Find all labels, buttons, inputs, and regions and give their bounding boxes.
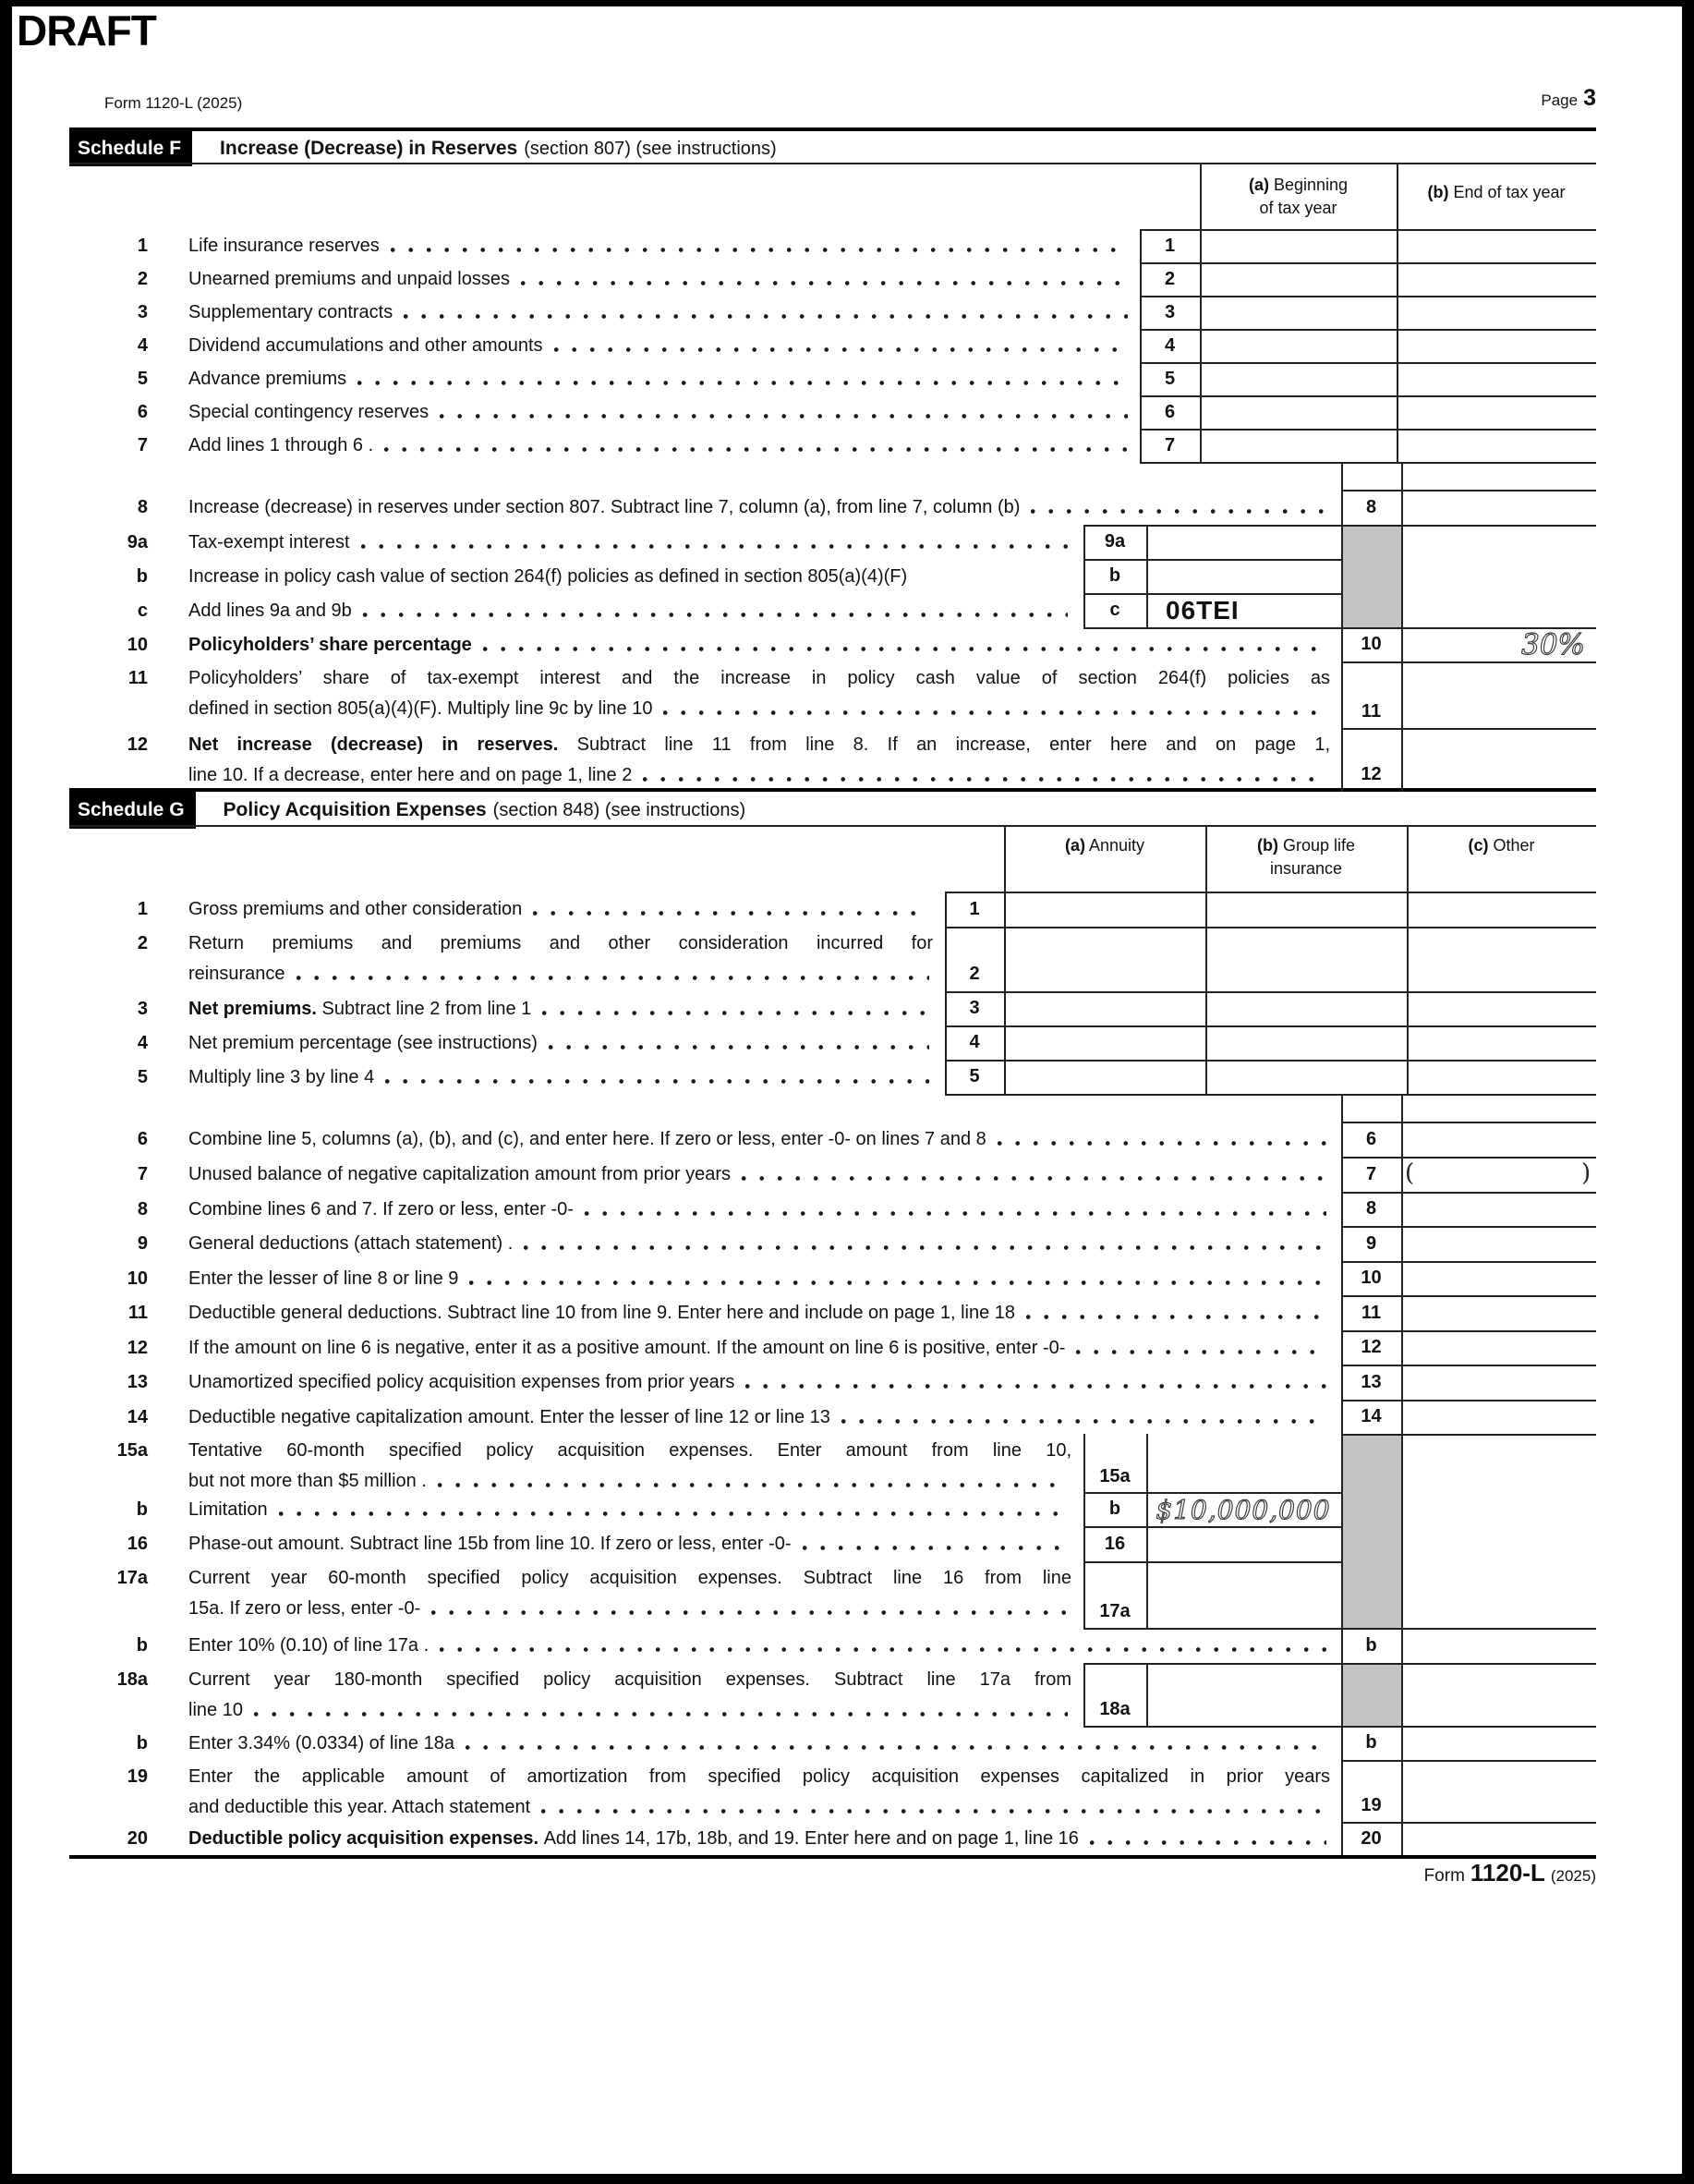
shaded-cell bbox=[1341, 1434, 1401, 1628]
line-f9c-box-number: c bbox=[1109, 600, 1120, 620]
line-g13-box-number: 13 bbox=[1361, 1371, 1382, 1392]
line-g14-box-number: 14 bbox=[1361, 1406, 1382, 1426]
line-g6-box-number: 6 bbox=[1365, 1128, 1377, 1149]
line-f5-entry-a[interactable] bbox=[1200, 362, 1397, 395]
dot-leader bbox=[554, 346, 1128, 353]
line-f2-box-number: 2 bbox=[1164, 268, 1176, 289]
line-g4-entry-b[interactable] bbox=[1205, 1025, 1407, 1060]
line-g3-label: Net premiums. Subtract line 2 from line 1 bbox=[188, 997, 933, 1021]
line-g1-number: 1 bbox=[137, 899, 148, 919]
line-g17a-box-number: 17a bbox=[1099, 1600, 1131, 1621]
line-g20-number: 20 bbox=[127, 1828, 148, 1849]
line-g1-entry-c[interactable] bbox=[1407, 892, 1596, 927]
line-f1-entry-a[interactable] bbox=[1200, 229, 1397, 262]
line-f12-box-number: 12 bbox=[1361, 764, 1382, 784]
col-ga-tag: (a) bbox=[1064, 836, 1085, 855]
line-g13-number: 13 bbox=[127, 1372, 148, 1392]
line-g5-box-number: 5 bbox=[969, 1066, 980, 1086]
line-g3-box-number: 3 bbox=[969, 998, 980, 1018]
line-g17b-number: b bbox=[136, 1635, 148, 1656]
form-number-top: Form 1120-L (2025) bbox=[104, 94, 243, 112]
line-g13-entry[interactable] bbox=[1401, 1365, 1596, 1400]
line-f3-number: 3 bbox=[137, 302, 148, 322]
col-gb-line2: insurance bbox=[1269, 859, 1343, 878]
dot-leader bbox=[440, 413, 1128, 419]
line-f5-entry-b[interactable] bbox=[1397, 362, 1596, 395]
line-f9a-box-number: 9a bbox=[1104, 531, 1126, 552]
line-g9-label: General deductions (attach statement) . bbox=[188, 1232, 1330, 1256]
dot-leader bbox=[466, 1744, 1326, 1751]
line-f6-box-number: 6 bbox=[1164, 401, 1176, 422]
line-g18b-label: Enter 3.34% (0.0334) of line 18a bbox=[188, 1731, 1330, 1755]
line-g9-entry[interactable] bbox=[1401, 1226, 1596, 1261]
line-g5-entry-a[interactable] bbox=[1004, 1060, 1205, 1094]
line-g8-number: 8 bbox=[137, 1199, 148, 1219]
line-g1-entry-b[interactable] bbox=[1205, 892, 1407, 927]
line-g19-number: 19 bbox=[127, 1766, 148, 1787]
line-g12-label: If the amount on line 6 is negative, enter it as a positive amount. If the amount on line 6 is positive, enter -0- bbox=[188, 1336, 1330, 1360]
line-f3-entry-b[interactable] bbox=[1397, 296, 1596, 329]
dot-leader bbox=[524, 1244, 1326, 1251]
col-gb-tag: (b) bbox=[1256, 836, 1278, 855]
line-g8-label: Combine lines 6 and 7. If zero or less, enter -0- bbox=[188, 1197, 1330, 1221]
line-g18b-number: b bbox=[136, 1733, 148, 1753]
line-g1-entry-a[interactable] bbox=[1004, 892, 1205, 927]
page-indicator bbox=[1441, 85, 1596, 112]
line-g15a-label2: but not more than $5 million . bbox=[188, 1469, 1071, 1493]
line-g8-box-number: 8 bbox=[1365, 1198, 1377, 1219]
line-f9b-box-number: b bbox=[1108, 565, 1121, 586]
dot-leader bbox=[438, 1482, 1068, 1488]
line-f11-entry[interactable] bbox=[1401, 661, 1596, 728]
line-g15b-box-number: b bbox=[1108, 1498, 1121, 1519]
line-f2-entry-b[interactable] bbox=[1397, 262, 1596, 296]
line-f7-entry-b[interactable] bbox=[1397, 429, 1596, 462]
line-f9b-entry[interactable] bbox=[1146, 559, 1341, 593]
grid-line bbox=[1341, 1434, 1596, 1436]
dot-leader bbox=[643, 776, 1326, 783]
line-g12-number: 12 bbox=[127, 1338, 148, 1358]
schedule-f-subtitle: (section 807) (see instructions) bbox=[524, 138, 777, 159]
line-g17a-label2: 15a. If zero or less, enter -0- bbox=[188, 1596, 1071, 1620]
line-f5-label: Advance premiums bbox=[188, 367, 1131, 391]
line-f2-label: Unearned premiums and unpaid losses bbox=[188, 267, 1131, 291]
line-f1-label: Life insurance reserves bbox=[188, 234, 1131, 258]
line-g19-label2: and deductible this year. Attach statement bbox=[188, 1795, 1330, 1819]
line-f9c-label: Add lines 9a and 9b bbox=[188, 599, 1071, 623]
line-g7-number: 7 bbox=[137, 1164, 148, 1184]
line-g14-entry[interactable] bbox=[1401, 1400, 1596, 1434]
grid-line bbox=[1140, 462, 1596, 464]
open-paren: ( bbox=[1405, 1159, 1415, 1187]
line-f12-number: 12 bbox=[127, 734, 148, 755]
line-f3-label: Supplementary contracts bbox=[188, 300, 1131, 324]
line-f8-label: Increase (decrease) in reserves under section 807. Subtract line 7, column (a), from line 7, column (b) bbox=[188, 495, 1330, 519]
line-g15a-label: Tentative 60-month specified policy acquisition expenses. Enter amount from line 10, bbox=[188, 1440, 1071, 1461]
schedule-f-header-bar bbox=[69, 127, 1596, 166]
line-f3-box-number: 3 bbox=[1164, 301, 1176, 322]
line-f11-number: 11 bbox=[127, 668, 148, 688]
line-g18a-label2: line 10 bbox=[188, 1698, 1071, 1722]
col-a-tag: (a) bbox=[1248, 176, 1269, 194]
dot-leader bbox=[483, 646, 1326, 652]
line-f12-entry[interactable] bbox=[1401, 728, 1596, 792]
page-number: 3 bbox=[1583, 85, 1596, 111]
line-g15b-label: Limitation bbox=[188, 1498, 1071, 1522]
line-g17a-number: 17a bbox=[116, 1568, 148, 1588]
shaded-cell bbox=[1341, 1663, 1401, 1726]
col-gc-tag: (c) bbox=[1468, 836, 1489, 855]
line-g18b-entry[interactable] bbox=[1401, 1726, 1596, 1760]
line-g7-entry[interactable] bbox=[1401, 1157, 1596, 1192]
line-f10-label: Policyholders’ share percentage bbox=[188, 633, 1330, 657]
line-g2-box-number: 2 bbox=[969, 964, 980, 984]
line-g11-box-number: 11 bbox=[1361, 1302, 1382, 1323]
dot-leader bbox=[363, 612, 1068, 618]
line-g20-entry[interactable] bbox=[1401, 1822, 1596, 1855]
schedule-g-label: Schedule G bbox=[69, 792, 196, 829]
line-g2-entry-a[interactable] bbox=[1004, 927, 1205, 991]
line-g17a-label: Current year 60-month specified policy acquisition expenses. Subtract line 16 from line bbox=[188, 1568, 1071, 1588]
line-f4-label: Dividend accumulations and other amounts bbox=[188, 334, 1131, 358]
dot-leader bbox=[742, 1175, 1326, 1182]
line-g5-entry-c[interactable] bbox=[1407, 1060, 1596, 1094]
line-f7-number: 7 bbox=[137, 435, 148, 455]
line-g17b-label: Enter 10% (0.10) of line 17a . bbox=[188, 1633, 1330, 1657]
line-g9-number: 9 bbox=[137, 1233, 148, 1254]
line-g10-label: Enter the lesser of line 8 or line 9 bbox=[188, 1267, 1330, 1291]
line-g18a-number: 18a bbox=[116, 1669, 148, 1690]
line-g18a-entry[interactable] bbox=[1146, 1663, 1341, 1726]
line-g16-number: 16 bbox=[127, 1534, 148, 1554]
line-f9b-number: b bbox=[136, 566, 148, 587]
line-g19-label: Enter the applicable amount of amortization from specified policy acquisition expenses capitalized in prior years bbox=[188, 1766, 1330, 1787]
line-g6-number: 6 bbox=[137, 1129, 148, 1149]
line-g16-entry[interactable] bbox=[1146, 1526, 1341, 1561]
line-f9a-label: Tax-exempt interest bbox=[188, 530, 1071, 554]
line-g6-entry[interactable] bbox=[1401, 1122, 1596, 1157]
dot-leader bbox=[254, 1711, 1068, 1717]
line-g15a-entry[interactable] bbox=[1146, 1434, 1341, 1492]
line-g5-label: Multiply line 3 by line 4 bbox=[188, 1065, 933, 1089]
footer-form-word: Form bbox=[1423, 1866, 1465, 1886]
dot-leader bbox=[1090, 1839, 1326, 1846]
page-border-left bbox=[0, 0, 12, 2184]
grid-line bbox=[69, 163, 1596, 164]
line-g2-entry-c[interactable] bbox=[1407, 927, 1596, 991]
line-g17b-box-number: b bbox=[1365, 1634, 1377, 1656]
dot-leader bbox=[542, 1010, 929, 1016]
line-g3-entry-a[interactable] bbox=[1004, 991, 1205, 1025]
line-f12-label2: line 10. If a decrease, enter here and on page 1, line 2 bbox=[188, 763, 1330, 787]
line-f4-entry-a[interactable] bbox=[1200, 329, 1397, 362]
line-g2-entry-b[interactable] bbox=[1205, 927, 1407, 991]
footer-year: (2025) bbox=[1550, 1867, 1596, 1885]
col-a-line1: Beginning bbox=[1273, 176, 1349, 194]
line-f4-number: 4 bbox=[137, 335, 148, 356]
line-f10-number: 10 bbox=[127, 635, 148, 655]
line-g12-entry[interactable] bbox=[1401, 1330, 1596, 1365]
line-g18a-label: Current year 180-month specified policy acquisition expenses. Subtract line 17a from bbox=[188, 1669, 1071, 1690]
line-f6-entry-b[interactable] bbox=[1397, 395, 1596, 429]
col-gc-text: Other bbox=[1493, 836, 1535, 855]
footer-form-number: 1120-L bbox=[1470, 1859, 1545, 1887]
dot-leader bbox=[745, 1383, 1326, 1389]
dot-leader bbox=[391, 247, 1128, 253]
dot-leader bbox=[357, 380, 1128, 386]
line-f8-entry[interactable] bbox=[1401, 490, 1596, 525]
line-f9c-number: c bbox=[137, 601, 148, 621]
dot-leader bbox=[1076, 1349, 1326, 1355]
line-f9c-value[interactable]: 06TEI bbox=[1166, 596, 1240, 625]
line-g7-box-number: 7 bbox=[1365, 1163, 1377, 1184]
line-f10-value[interactable]: 30% bbox=[1521, 628, 1585, 661]
dot-leader bbox=[1031, 508, 1326, 515]
line-f11-box-number: 11 bbox=[1361, 700, 1382, 722]
line-g4-entry-c[interactable] bbox=[1407, 1025, 1596, 1060]
line-g5-number: 5 bbox=[137, 1067, 148, 1087]
line-f9a-entry[interactable] bbox=[1146, 525, 1341, 559]
col-b-tag: (b) bbox=[1427, 183, 1449, 201]
dot-leader bbox=[533, 910, 929, 916]
schedule-g-col-c-header bbox=[1407, 834, 1596, 857]
schedule-g-col-b-header bbox=[1205, 834, 1407, 880]
line-g4-number: 4 bbox=[137, 1033, 148, 1053]
dot-leader bbox=[431, 1609, 1068, 1616]
line-f1-box-number: 1 bbox=[1164, 235, 1176, 256]
line-g11-entry[interactable] bbox=[1401, 1295, 1596, 1330]
draft-watermark: DRAFT bbox=[17, 6, 156, 55]
line-f6-label: Special contingency reserves bbox=[188, 400, 1131, 424]
schedule-f-title bbox=[192, 131, 777, 166]
dot-leader bbox=[384, 446, 1128, 453]
dot-leader bbox=[663, 710, 1326, 716]
dot-leader bbox=[1026, 1314, 1326, 1320]
dot-leader bbox=[803, 1545, 1068, 1551]
dot-leader bbox=[361, 543, 1068, 550]
line-f6-entry-a[interactable] bbox=[1200, 395, 1397, 429]
line-g15a-number: 15a bbox=[116, 1440, 148, 1461]
line-g10-number: 10 bbox=[127, 1268, 148, 1289]
col-b-text: End of tax year bbox=[1453, 183, 1566, 201]
line-f1-entry-b[interactable] bbox=[1397, 229, 1596, 262]
schedule-g-title bbox=[196, 792, 746, 829]
dot-leader bbox=[404, 313, 1128, 320]
line-g11-label: Deductible general deductions. Subtract line 10 from line 9. Enter here and include on page 1, line 18 bbox=[188, 1301, 1330, 1325]
line-g3-entry-c[interactable] bbox=[1407, 991, 1596, 1025]
schedule-g-header-bar bbox=[69, 788, 1596, 829]
line-g1-label: Gross premiums and other consideration bbox=[188, 897, 933, 921]
line-f11-label: Policyholders’ share of tax-exempt interest and the increase in policy cash value of section 264(f) policies as bbox=[188, 668, 1330, 688]
line-g3-number: 3 bbox=[137, 999, 148, 1019]
col-ga-text: Annuity bbox=[1088, 836, 1145, 855]
line-f8-box-number: 8 bbox=[1365, 496, 1377, 517]
line-g4-label: Net premium percentage (see instructions) bbox=[188, 1031, 933, 1055]
grid-line bbox=[69, 825, 1596, 827]
schedule-f-title-text: Increase (Decrease) in Reserves bbox=[220, 138, 518, 159]
line-f5-box-number: 5 bbox=[1164, 368, 1176, 389]
dot-leader bbox=[385, 1078, 929, 1085]
dot-leader bbox=[440, 1646, 1326, 1653]
line-g15b-number: b bbox=[136, 1499, 148, 1520]
line-g2-number: 2 bbox=[137, 933, 148, 953]
col-a-line2: of tax year bbox=[1259, 199, 1337, 217]
line-f1-number: 1 bbox=[137, 236, 148, 256]
schedule-f-col-a-header bbox=[1200, 174, 1397, 220]
line-g13-label: Unamortized specified policy acquisition expenses from prior years bbox=[188, 1370, 1330, 1394]
line-f3-entry-a[interactable] bbox=[1200, 296, 1397, 329]
schedule-f-col-b-header bbox=[1397, 181, 1596, 204]
line-g12-box-number: 12 bbox=[1361, 1337, 1382, 1357]
grid-line bbox=[945, 1094, 1596, 1096]
line-g17a-entry[interactable] bbox=[1146, 1561, 1341, 1628]
dot-leader bbox=[998, 1140, 1326, 1147]
line-f10-box-number: 10 bbox=[1361, 634, 1382, 654]
line-g18b-box-number: b bbox=[1365, 1732, 1377, 1753]
schedule-g-col-a-header bbox=[1004, 834, 1205, 857]
dot-leader bbox=[521, 280, 1128, 286]
line-g7-label: Unused balance of negative capitalization amount from prior years bbox=[188, 1162, 1330, 1186]
line-g3-entry-b[interactable] bbox=[1205, 991, 1407, 1025]
line-g9-box-number: 9 bbox=[1365, 1232, 1377, 1254]
line-g6-label: Combine line 5, columns (a), (b), and (c), and enter here. If zero or less, enter -0- on lines 7 and 8 bbox=[188, 1127, 1330, 1151]
dot-leader bbox=[549, 1044, 929, 1050]
line-g2-label: Return premiums and premiums and other consideration incurred for bbox=[188, 933, 933, 953]
line-f5-number: 5 bbox=[137, 369, 148, 389]
shaded-cell bbox=[1341, 525, 1401, 627]
line-f2-entry-a[interactable] bbox=[1200, 262, 1397, 296]
schedule-g-title-text: Policy Acquisition Expenses bbox=[223, 799, 487, 820]
page-border-right bbox=[1682, 0, 1694, 2184]
dot-leader bbox=[585, 1210, 1326, 1217]
line-g16-label: Phase-out amount. Subtract line 15b from line 10. If zero or less, enter -0- bbox=[188, 1532, 1071, 1556]
line-f8-number: 8 bbox=[137, 497, 148, 517]
line-f2-number: 2 bbox=[137, 269, 148, 289]
line-f9b-label: Increase in policy cash value of section 264(f) policies as defined in section 805(a)(4)(F) bbox=[188, 566, 908, 587]
line-f9a-number: 9a bbox=[127, 532, 148, 552]
line-g14-number: 14 bbox=[127, 1407, 148, 1427]
line-g15b-value[interactable]: $10,000,000 bbox=[1156, 1495, 1331, 1525]
dot-leader bbox=[469, 1280, 1326, 1286]
line-g1-box-number: 1 bbox=[969, 898, 980, 919]
line-g19-box-number: 19 bbox=[1361, 1794, 1382, 1815]
dot-leader bbox=[541, 1808, 1326, 1814]
line-g8-entry[interactable] bbox=[1401, 1192, 1596, 1226]
line-g10-box-number: 10 bbox=[1361, 1268, 1382, 1288]
page-border-top bbox=[0, 0, 1694, 6]
line-f4-box-number: 4 bbox=[1164, 334, 1176, 356]
line-g16-box-number: 16 bbox=[1104, 1533, 1126, 1554]
line-f7-entry-a[interactable] bbox=[1200, 429, 1397, 462]
line-g2-label2: reinsurance bbox=[188, 962, 933, 986]
line-f4-entry-b[interactable] bbox=[1397, 329, 1596, 362]
footer-form-id bbox=[1293, 1859, 1596, 1887]
line-g14-label: Deductible negative capitalization amount. Enter the lesser of line 12 or line 13 bbox=[188, 1405, 1330, 1429]
line-f12-label: Net increase (decrease) in reserves. Subtract line 11 from line 8. If an increase, enter here and on page 1, bbox=[188, 734, 1330, 755]
page-border-bottom bbox=[0, 2174, 1694, 2184]
line-g20-label: Deductible policy acquisition expenses. Add lines 14, 17b, 18b, and 19. Enter here and on page 1, line 16 bbox=[188, 1826, 1330, 1850]
dot-leader bbox=[841, 1418, 1326, 1425]
line-g19-entry[interactable] bbox=[1401, 1760, 1596, 1822]
line-g10-entry[interactable] bbox=[1401, 1261, 1596, 1295]
line-g5-entry-b[interactable] bbox=[1205, 1060, 1407, 1094]
line-f7-label: Add lines 1 through 6 . bbox=[188, 433, 1131, 457]
line-f7-box-number: 7 bbox=[1164, 434, 1176, 455]
line-f11-label2: defined in section 805(a)(4)(F). Multiply line 9c by line 10 bbox=[188, 697, 1330, 721]
line-g17b-entry[interactable] bbox=[1401, 1628, 1596, 1663]
close-paren: ) bbox=[1581, 1159, 1591, 1187]
line-f6-number: 6 bbox=[137, 402, 148, 422]
schedule-f-label: Schedule F bbox=[69, 131, 192, 166]
line-g11-number: 11 bbox=[127, 1303, 148, 1323]
page-word: Page bbox=[1541, 91, 1579, 109]
line-g15a-box-number: 15a bbox=[1099, 1466, 1131, 1486]
line-g18a-box-number: 18a bbox=[1099, 1698, 1131, 1719]
dot-leader bbox=[296, 975, 929, 981]
col-gb-line1: Group life bbox=[1282, 836, 1356, 855]
schedule-g-subtitle: (section 848) (see instructions) bbox=[492, 799, 746, 820]
line-g4-entry-a[interactable] bbox=[1004, 1025, 1205, 1060]
line-g20-box-number: 20 bbox=[1361, 1827, 1382, 1849]
line-g4-box-number: 4 bbox=[969, 1032, 980, 1052]
dot-leader bbox=[279, 1511, 1068, 1517]
